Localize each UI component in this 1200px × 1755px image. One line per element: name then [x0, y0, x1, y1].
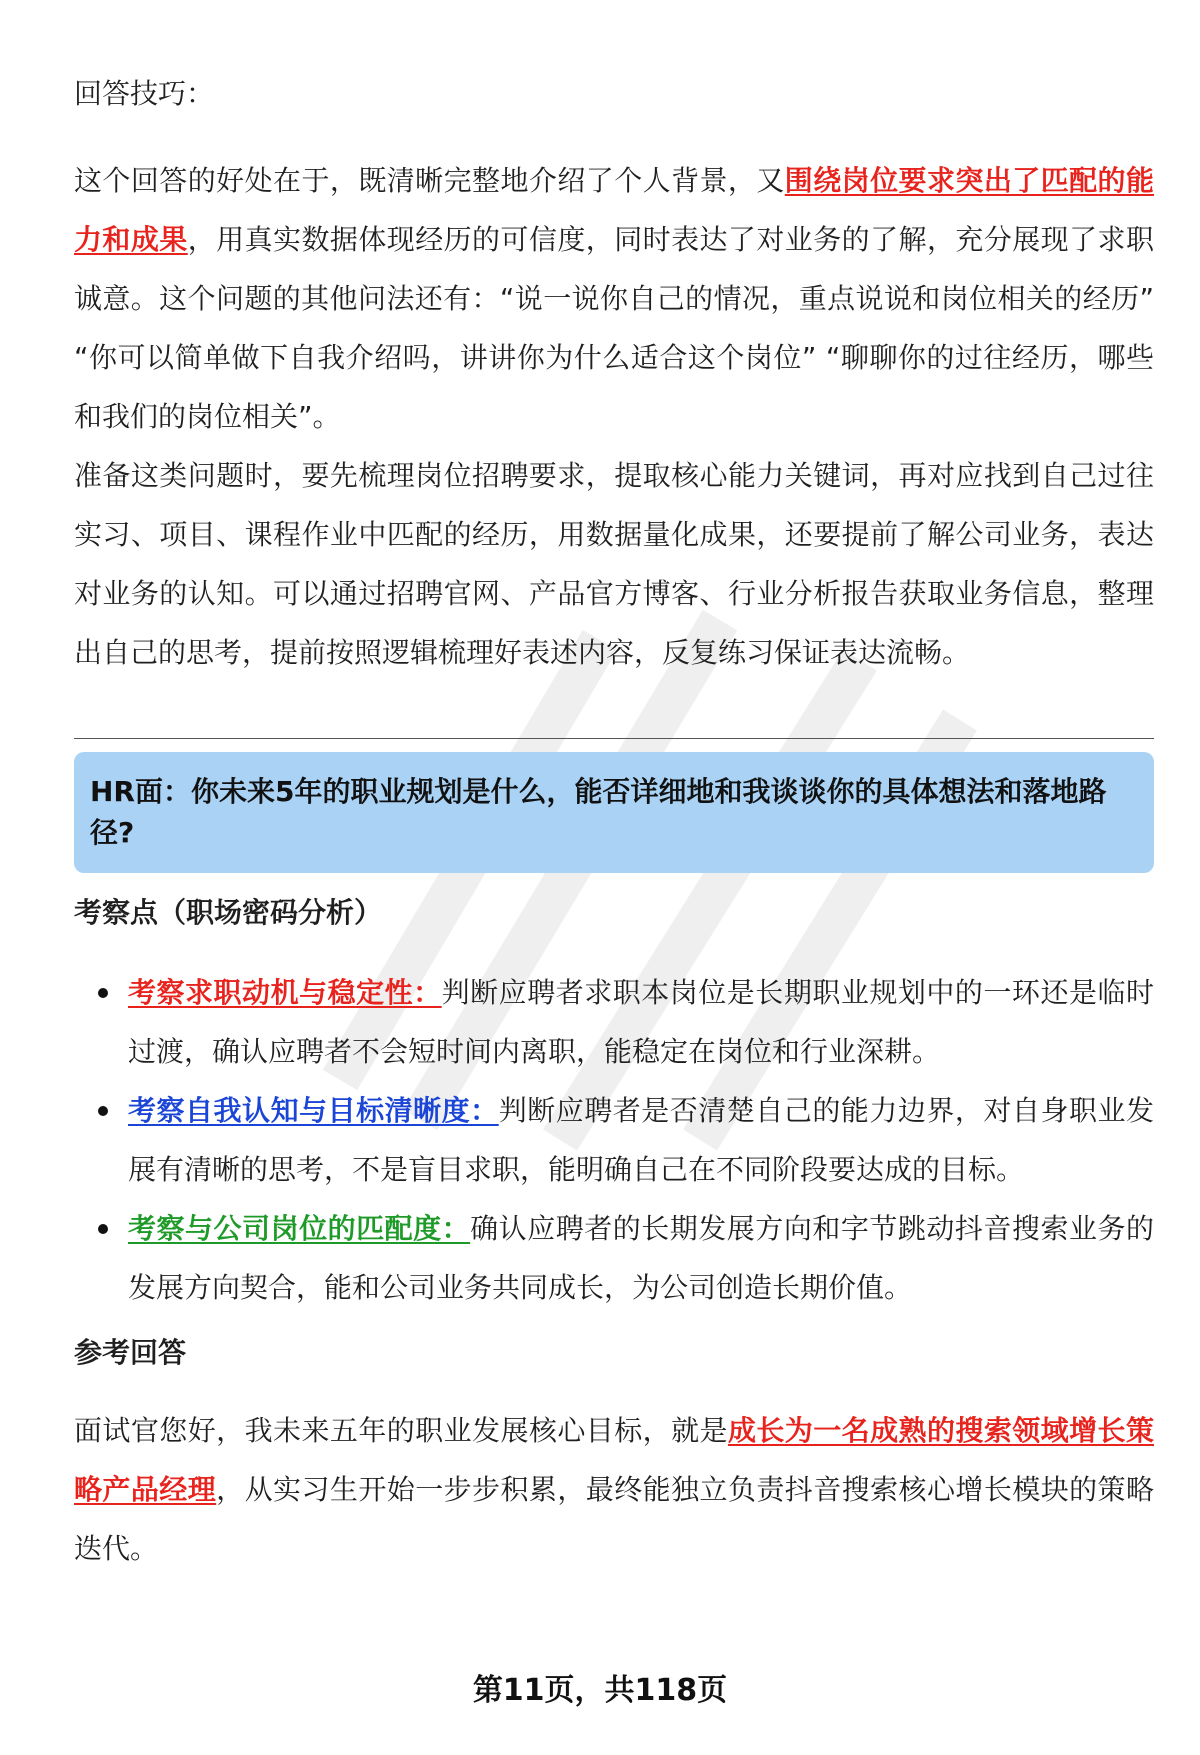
bullet-icon [98, 1224, 108, 1234]
answer-highlight: 成长为一名成熟的搜索领域增长策略产品经理 [74, 1414, 1154, 1506]
assessment-title: 考察点（职场密码分析） [74, 896, 383, 929]
assessment-point [74, 963, 1154, 1081]
assessment-list [74, 963, 1154, 1317]
section-divider [74, 738, 1154, 739]
question-box: HR面：你未来5年的职业规划是什么，能否详细地和我谈谈你的具体想法和落地路径? [74, 752, 1154, 873]
page-number: 第11页，共118页 [472, 1673, 728, 1708]
tip-label: 回答技巧： [74, 77, 215, 110]
point-label: 考察求职动机与稳定性： [128, 976, 442, 1009]
assessment-point [74, 1199, 1154, 1317]
point-text: 判断应聘者是否清楚自己的能力边界，对自身职业发展有清晰的思考，不是盲目求职，能明确自己在不同阶段要达成的目标。 [128, 1094, 1154, 1186]
point-text: 判断应聘者求职本岗位是长期职业规划中的一环还是临时过渡，确认应聘者不会短时间内离职，能稳定在岗位和行业深耕。 [128, 976, 1154, 1068]
point-label: 考察与公司岗位的匹配度： [128, 1212, 471, 1245]
bullet-icon [98, 1106, 108, 1116]
reference-title: 参考回答 [74, 1336, 187, 1369]
point-label: 考察自我认知与目标清晰度： [128, 1094, 499, 1127]
bullet-icon [98, 988, 108, 998]
assessment-point [74, 1081, 1154, 1199]
document-page [74, 64, 1154, 1578]
point-text: 确认应聘者的长期发展方向和字节跳动抖音搜索业务的发展方向契合，能和公司业务共同成长，为公司创造长期价值。 [128, 1212, 1154, 1304]
explanation-paragraph: 这个回答的好处在于，既清晰完整地介绍了个人背景，又围绕岗位要求突出了匹配的能力和成果，用真实数据体现经历的可信度，同时表达了对业务的了解，充分展现了求职诚意。这个问题的其他问法还有：“说一说你自己的情况，重点说说和岗位相关的经历” “你可以简单做下自我介绍吗，讲讲你为什么适合这个岗位” “聊聊你的过往经历，哪些和我们的岗位相关”。 [74, 164, 1154, 433]
answer-paragraph: 面试官您好，我未来五年的职业发展核心目标，就是成长为一名成熟的搜索领域增长策略产品经理，从实习生开始一步步积累，最终能独立负责抖音搜索核心增长模块的策略迭代。 [74, 1414, 1154, 1565]
explanation-highlight: 围绕岗位要求突出了匹配的能力和成果 [74, 164, 1154, 256]
preparation-paragraph: 准备这类问题时，要先梳理岗位招聘要求，提取核心能力关键词，再对应找到自己过往实习、项目、课程作业中匹配的经历，用数据量化成果，还要提前了解公司业务，表达对业务的认知。可以通过招聘官网、产品官方博客、行业分析报告获取业务信息，整理出自己的思考，提前按照逻辑梳理好表述内容，反复练习保证表达流畅。 [74, 459, 1154, 669]
